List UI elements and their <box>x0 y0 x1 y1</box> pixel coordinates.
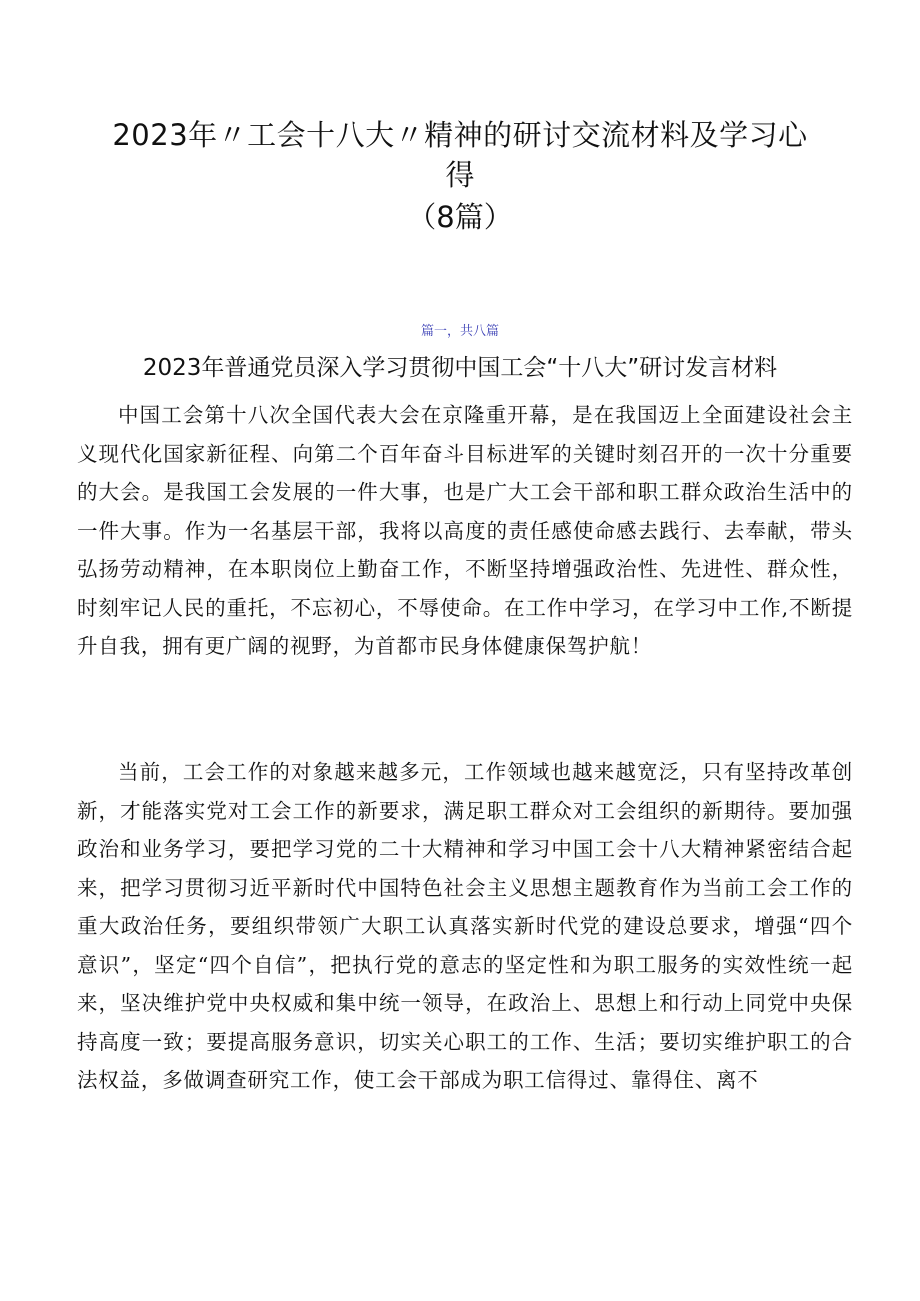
document-title-continuation: 得 <box>445 158 475 192</box>
body-paragraph: 中国工会第十八次全国代表大会在京隆重开幕，是在我国迈上全面建设社会主义现代化国家新征程、向第二个百年奋斗目标进军的关键时刻召开的一次十分重要的大会。是我国工会发展的一件大事，也是广大工会干部和职工群众政治生活中的一件大事。作为一名基层干部，我将以高度的责任感使命感去践行、去奉献，带头弘扬劳动精神，在本职岗位上勤奋工作，不断坚持增强政治性、先进性、群众性，时刻牢记人民的重托，不忘初心，不辱使命。在工作中学习，在学习中工作,不断提升自我，拥有更广阔的视野，为首都市民身体健康保驾护航！ <box>77 403 853 658</box>
body-paragraph: 当前，工会工作的对象越来越多元，工作领域也越来越宽泛，只有坚持改革创新，才能落实党对工会工作的新要求，满足职工群众对工会组织的新期待。要加强政治和业务学习，要把学习党的二十大精神和学习中国工会十八大精神紧密结合起来，把学习贯彻习近平新时代中国特色社会主义思想主题教育作为当前工会工作的重大政治任务，要组织带领广大职工认真落实新时代党的建设总要求，增强“四个意识”，坚定“四个自信”，把执行党的意志的坚定性和为职工服务的实效性统一起来，坚决维护党中央权威和集中统一领导，在政治上、思想上和行动上同党中央保持高度一致；要提高服务意识，切实关心职工的工作、生活；要切实维护职工的合法权益，多做调查研究工作，使工会干部成为职工信得过、靠得住、离不 <box>77 760 853 1092</box>
document-title-count: （8篇） <box>407 200 513 234</box>
section-label: 篇一，共八篇 <box>420 324 499 339</box>
section-heading: 2023年普通党员深入学习贯彻中国工会“十八大”研讨发言材料 <box>142 355 778 381</box>
document-title: 2023年〃工会十八大〃精神的研讨交流材料及学习心 <box>112 118 808 152</box>
